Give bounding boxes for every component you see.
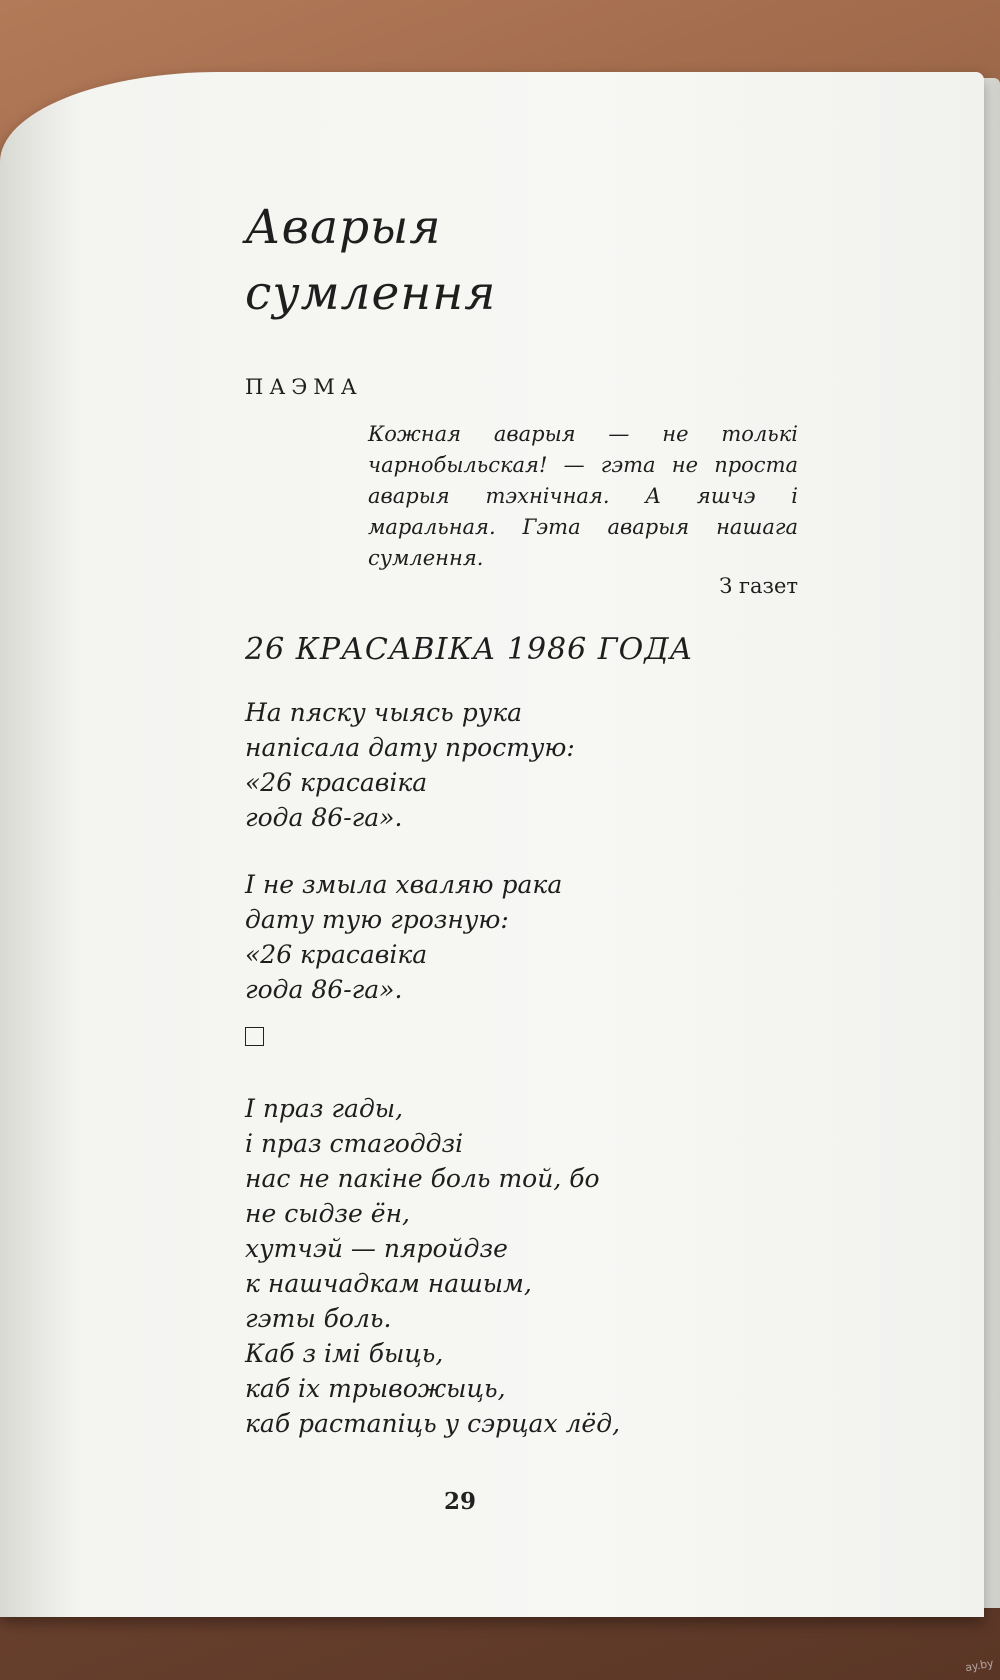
- section-divider-square-icon: [245, 1027, 264, 1046]
- stanza-line: гэты боль.: [245, 1304, 392, 1333]
- section-heading: 26 КРАСАВІКА 1986 ГОДА: [245, 632, 694, 667]
- stanza-line: нас не пакіне боль той, бо: [245, 1164, 600, 1193]
- stanza-line: года 86-га».: [245, 975, 403, 1004]
- stanza-line: Каб з імі быць,: [245, 1339, 444, 1368]
- title-line-1: Аварыя: [245, 200, 442, 255]
- stanza-line: напісала дату простую:: [245, 733, 575, 762]
- stanza-line: дату тую грозную:: [245, 905, 509, 934]
- page-content: [245, 195, 805, 1441]
- stanza-line: хутчэй — пяройдзе: [245, 1234, 508, 1263]
- page-number: 29: [443, 1488, 476, 1515]
- stanza-line: і праз стагоддзі: [245, 1129, 464, 1158]
- stanza-line: «26 красавіка: [245, 768, 428, 797]
- epigraph: Кожная аварыя — не толькі чарнобыльская! — гэта не проста аварыя тэхнічная. А яшчэ і маральная. Гэта аварыя нашага сумлення.: [368, 422, 798, 570]
- poem-title: [245, 195, 805, 327]
- stanza-2: [245, 867, 805, 1007]
- stanza-line: каб растапіць у сэрцах лёд,: [245, 1409, 621, 1438]
- poem-genre: ПАЭМА: [245, 375, 363, 399]
- stanza-line: к нашчадкам нашым,: [245, 1269, 532, 1298]
- epigraph-source: З газет: [719, 574, 798, 598]
- stanza-1: [245, 695, 805, 835]
- site-watermark: ay.by: [964, 1656, 995, 1675]
- stanza-line: І праз гады,: [245, 1094, 404, 1123]
- stanza-3: [245, 1091, 805, 1441]
- stanza-line: года 86-га».: [245, 803, 403, 832]
- title-line-2: сумлення: [245, 266, 497, 321]
- stanza-line: «26 красавіка: [245, 940, 428, 969]
- stanza-line: не сыдзе ён,: [245, 1199, 411, 1228]
- stanza-line: На пяску чыясь рука: [245, 698, 523, 727]
- stanza-line: каб іх трывожыць,: [245, 1374, 506, 1403]
- stanza-line: І не змыла хваляю рака: [245, 870, 563, 899]
